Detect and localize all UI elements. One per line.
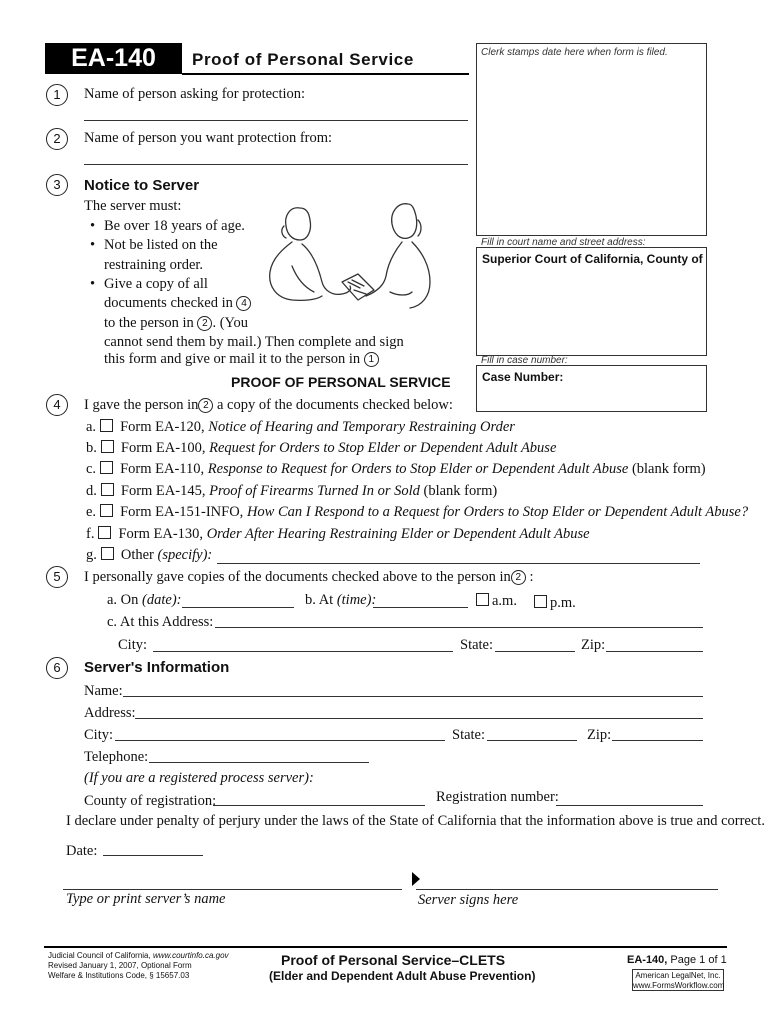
service-date-label	[107, 592, 182, 609]
time-label-it: (time):	[336, 592, 377, 608]
doc-form: Form EA-120,	[120, 419, 205, 435]
doc-letter: b.	[86, 440, 97, 456]
sign-here-arrow-icon	[411, 871, 421, 887]
service-city-label: City:	[118, 637, 148, 653]
item-1-input[interactable]	[84, 120, 468, 121]
am-label: a.m.	[492, 593, 517, 609]
doc-name: Response to Request for Orders to Stop Elder or Dependent Adult Abuse	[207, 461, 629, 477]
doc-letter: d.	[86, 483, 97, 499]
service-address-label: c. At this Address:	[107, 614, 214, 630]
perjury-declaration: I declare under penalty of perjury under the laws of the State of California that the information above is true and correct.	[66, 813, 765, 829]
registration-number-input[interactable]	[556, 805, 703, 806]
doc-name: Order After Hearing Restraining Elder or Dependent Adult Abuse	[206, 526, 590, 542]
server-city-label: City:	[84, 727, 114, 743]
doc-extra: (blank form)	[631, 461, 706, 477]
notice-to-person	[104, 315, 248, 332]
pm-option[interactable]	[534, 595, 576, 612]
doc-option-g[interactable]	[86, 547, 212, 564]
vendor-url[interactable]: www.FormsWorkflow.com	[633, 981, 725, 990]
vendor-name: American LegalNet, Inc.	[635, 971, 721, 980]
pm-label: p.m.	[550, 595, 576, 611]
doc-letter: g.	[86, 547, 97, 563]
court-name-field[interactable]	[476, 247, 707, 356]
service-state-input[interactable]	[495, 651, 575, 652]
footer-council-text: Judicial Council of California,	[48, 951, 151, 960]
server-phone-input[interactable]	[149, 762, 369, 763]
court-name-hint: Fill in court name and street address:	[481, 237, 646, 248]
ref-item-2: 2	[511, 570, 526, 585]
footer-code: Welfare & Institutions Code, § 15657.03	[48, 971, 190, 980]
item-2-input[interactable]	[84, 164, 468, 165]
doc-letter: c.	[86, 461, 97, 477]
notice-bullet-3: • Give a copy of all	[104, 276, 208, 293]
registration-number-label: Registration number:	[436, 789, 559, 805]
server-state-label: State:	[452, 727, 486, 743]
item-6-number: 6	[46, 657, 68, 679]
server-phone-label: Telephone:	[84, 749, 149, 765]
case-number-hint: Fill in case number:	[481, 355, 568, 366]
doc-letter: a.	[86, 419, 97, 435]
notice-bullet-2-cont: restraining order.	[104, 257, 204, 273]
server-zip-label: Zip:	[587, 727, 612, 743]
ref-item-2: 2	[198, 398, 213, 413]
item-5-intro	[84, 569, 533, 586]
notice-give-line	[104, 351, 379, 368]
doc-option-b[interactable]	[86, 440, 556, 457]
doc-form: Form EA-151-INFO,	[120, 504, 244, 520]
ref-item-2: 2	[197, 316, 212, 331]
doc-option-a[interactable]	[86, 419, 515, 436]
item-1-number: 1	[46, 84, 68, 106]
item-2-number: 2	[46, 128, 68, 150]
proof-heading: PROOF OF PERSONAL SERVICE	[231, 374, 451, 390]
server-name-input[interactable]	[123, 696, 703, 697]
footer-form-number: EA-140,	[627, 954, 668, 966]
doc-other-label: Other	[120, 547, 154, 563]
footer-title: Proof of Personal Service–CLETS	[281, 952, 506, 968]
notice-mail-line: cannot send them by mail.) Then complete and sign	[104, 334, 404, 350]
doc-checkbox[interactable]	[98, 526, 111, 539]
doc-letter: f.	[86, 526, 95, 542]
server-name-print-label: Type or print server’s name	[66, 891, 226, 907]
item-1-label: Name of person asking for protection:	[84, 86, 306, 102]
registered-note: (If you are a registered process server):	[84, 770, 314, 786]
doc-extra: (blank form)	[423, 483, 498, 499]
doc-option-e[interactable]	[86, 504, 748, 521]
doc-form: Form EA-100,	[120, 440, 206, 456]
court-name-text: Superior Court of California, County of	[482, 252, 703, 266]
notice-bullet-3-cont	[104, 295, 251, 312]
server-city-input[interactable]	[115, 740, 445, 741]
notice-docs-text: documents checked in	[104, 295, 233, 311]
notice-you-text: . (You	[212, 315, 249, 331]
service-address-input[interactable]	[215, 627, 703, 628]
notice-bullet-2: • Not be listed on the	[104, 237, 218, 254]
ref-item-4: 4	[236, 296, 251, 311]
doc-form: Form EA-145,	[120, 483, 206, 499]
clerk-stamp-label: Clerk stamps date here when form is filed.	[481, 47, 668, 58]
form-number: EA-140	[71, 44, 156, 72]
server-name-label: Name:	[84, 683, 123, 699]
footer-page-info	[627, 954, 727, 966]
county-registration-input[interactable]	[213, 805, 425, 806]
service-zip-input[interactable]	[606, 651, 703, 652]
server-info-heading: Server's Information	[84, 659, 230, 676]
doc-name: Proof of Firearms Turned In or Sold	[209, 483, 420, 499]
doc-option-c[interactable]	[86, 461, 706, 478]
pm-checkbox[interactable]	[534, 595, 547, 608]
doc-form: Form EA-130,	[118, 526, 204, 542]
service-time-label	[305, 592, 376, 609]
service-zip-label: Zip:	[581, 637, 606, 653]
server-name-print-line[interactable]	[63, 889, 402, 890]
item-4-number: 4	[46, 394, 68, 416]
doc-name: How Can I Respond to a Request for Orders to Stop Elder or Dependent Adult Abuse?	[246, 504, 749, 520]
item-3-number: 3	[46, 174, 68, 196]
doc-option-d[interactable]	[86, 483, 497, 500]
footer-council-url[interactable]: www.courtinfo.ca.gov	[152, 951, 229, 960]
server-signature-line[interactable]	[416, 889, 718, 890]
server-state-input[interactable]	[487, 740, 577, 741]
notice-bullet-1: • Be over 18 years of age.	[104, 218, 245, 235]
form-title: Proof of Personal Service	[192, 50, 414, 69]
server-zip-input[interactable]	[612, 740, 703, 741]
item-5-intro-text: I personally gave copies of the documents checked above to the person in	[84, 569, 511, 585]
server-handing-papers-illustration	[262, 196, 448, 314]
doc-letter: e.	[86, 504, 97, 520]
item-5-colon: :	[529, 569, 534, 585]
notice-heading: Notice to Server	[84, 177, 200, 194]
notice-to-text: to the person in	[104, 315, 194, 331]
footer-rule	[44, 946, 727, 948]
declaration-date-input[interactable]	[103, 855, 203, 856]
clerk-stamp-box	[476, 43, 707, 236]
case-number-text: Case Number:	[482, 370, 564, 384]
item-4-intro-text: I gave the person in	[84, 397, 199, 413]
service-time-input[interactable]	[373, 607, 468, 608]
header-rule	[182, 73, 469, 75]
server-address-input[interactable]	[135, 718, 703, 719]
service-state-label: State:	[460, 637, 494, 653]
item-2-label: Name of person you want protection from:	[84, 130, 333, 146]
am-option[interactable]	[476, 593, 517, 610]
notice-give-text: this form and give or mail it to the person in	[104, 351, 361, 367]
doc-other-specify: (specify):	[157, 547, 213, 563]
doc-checkbox[interactable]	[100, 419, 113, 432]
doc-checkbox[interactable]	[101, 547, 114, 560]
footer-council-line	[48, 951, 229, 961]
service-city-input[interactable]	[153, 651, 453, 652]
footer-council	[48, 951, 229, 981]
date-label: a. On	[107, 592, 139, 608]
date-label-it: (date):	[142, 592, 182, 608]
server-address-label: Address:	[84, 705, 136, 721]
footer-page: Page 1 of 1	[670, 954, 727, 966]
doc-name: Notice of Hearing and Temporary Restraining Order	[208, 419, 515, 435]
am-checkbox[interactable]	[476, 593, 489, 606]
doc-form: Form EA-110,	[120, 461, 205, 477]
doc-checkbox[interactable]	[100, 461, 113, 474]
doc-option-f[interactable]	[86, 526, 590, 543]
county-registration-label: County of registration:	[84, 793, 217, 809]
time-label: b. At	[305, 592, 334, 608]
item-4-intro-text-2: a copy of the documents checked below:	[216, 397, 453, 413]
footer-subtitle: (Elder and Dependent Adult Abuse Prevention)	[269, 969, 536, 983]
item-5-number: 5	[46, 566, 68, 588]
server-signature-label: Server signs here	[418, 892, 519, 908]
case-number-field[interactable]	[476, 365, 707, 412]
footer-revised: Revised January 1, 2007, Optional Form	[48, 961, 192, 970]
doc-checkbox[interactable]	[101, 440, 114, 453]
vendor-box	[632, 969, 724, 991]
doc-name: Request for Orders to Stop Elder or Dependent Adult Abuse	[209, 440, 557, 456]
service-date-input[interactable]	[182, 607, 294, 608]
form-number-badge	[45, 43, 182, 74]
date-label: Date:	[66, 843, 98, 859]
notice-intro: The server must:	[84, 198, 182, 214]
other-specify-input[interactable]	[217, 563, 700, 564]
doc-checkbox[interactable]	[100, 504, 113, 517]
doc-checkbox[interactable]	[101, 483, 114, 496]
item-4-intro	[84, 397, 453, 414]
ref-item-1: 1	[364, 352, 379, 367]
